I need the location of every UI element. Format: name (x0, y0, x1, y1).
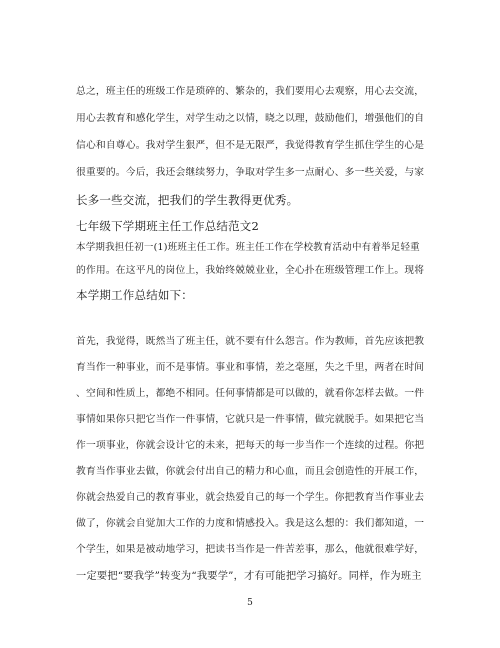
paragraph-line: 首先，我觉得，既然当了班主任，就不要有什么怨言。作为教师，首先应该把教 (76, 336, 425, 347)
paragraph-line: 长多一些交流，把我们的学生教得更优秀。 (76, 193, 299, 207)
paragraph-line: 用心去教育和感化学生，对学生动之以情，晓之以理，鼓励他们，增强他们的自 (76, 113, 425, 124)
paragraph-line: 教育当作事业去做，你就会付出自己的精力和心血，而且会创造性的开展工作， (76, 466, 425, 477)
section-heading: 七年级下学期班主任工作总结范文2 (76, 219, 260, 233)
paragraph-line: 育当作一种事业，而不是事情。事业和事情，差之毫厘，失之千里，两者在时间 (76, 362, 425, 373)
paragraph-line: 事情如果你只把它当作一件事情，它就只是一件事情，做完就脱手。如果把它当 (76, 414, 425, 425)
paragraph-line: 作一项事业，你就会设计它的未来，把每天的每一步当作一个连续的过程。你把 (76, 440, 425, 451)
paragraph-line: 总之，班主任的班级工作是琐碎的、繁杂的，我们要用心去观察，用心去交流， (76, 86, 425, 97)
paragraph-line: 做了，你就会自觉加大工作的力度和情感投入。我是这么想的：我们都知道，一 (76, 518, 425, 529)
paragraph-line: 的作用。在这平凡的岗位上，我始终兢兢业业，全心扑在班级管理工作上。现将 (76, 265, 425, 276)
paragraph-line: 你就会热爱自己的教育事业，就会热爱自己的每一个学生。你把教育当作事业去 (76, 492, 425, 503)
paragraph-line: 个学生，如果是被动地学习，把读书当作是一件苦差事，那么，他就很难学好， (76, 544, 425, 555)
paragraph-line: 很重要的。今后，我还会继续努力，争取对学生多一点耐心、多一些关爱，与家 (76, 167, 425, 178)
paragraph-line: 本学期工作总结如下： (76, 288, 193, 302)
page-number: 5 (247, 598, 253, 608)
paragraph-line: 信心和自尊心。我对学生狠严，但不是无限严，我觉得教育学生抓住学生的心是 (76, 140, 425, 151)
paragraph-line: 本学期我担任初一(1)班班主任工作。班主任工作在学校教育活动中有着举足轻重 (76, 242, 420, 253)
paragraph-line: 、空间和性质上，都绝不相同。任何事情都是可以做的，就看你怎样去做。一件 (76, 388, 425, 399)
paragraph-line: 一定要把“要我学”转变为“我要学”，才有可能把学习搞好。同样，作为班主 (76, 570, 422, 582)
